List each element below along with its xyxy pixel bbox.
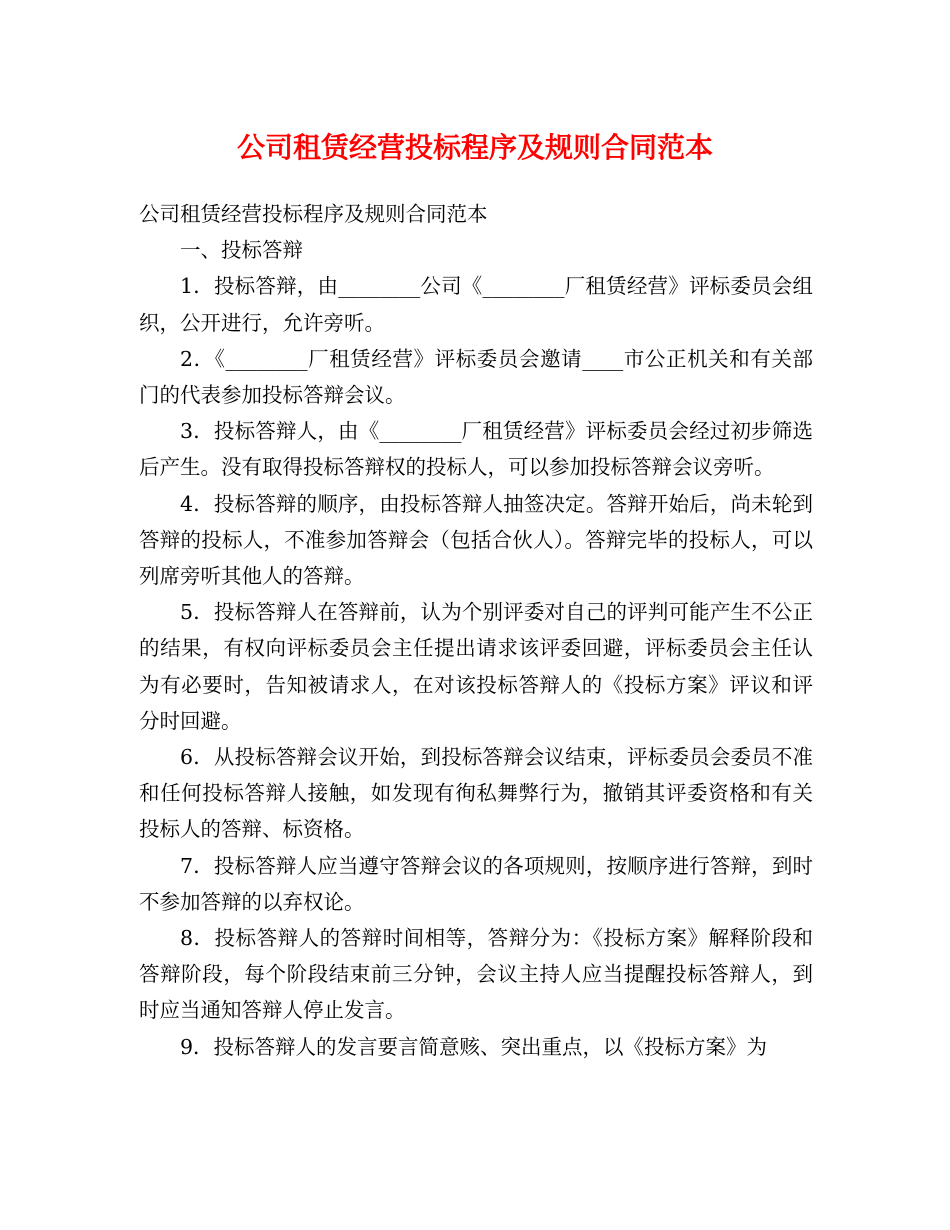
document-title: 公司租赁经营投标程序及规则合同范本 [236,131,713,164]
paragraph-3: 3．投标答辩人，由《________厂租赁经营》评标委员会经过初步筛选后产生。没有取得投标答辩权的投标人，可以参加投标答辩会议旁听。 [139,419,813,480]
paragraph-8: 8．投标答辩人的答辩时间相等，答辩分为：《投标方案》解释阶段和答辩阶段，每个阶段结束前三分钟，会议主持人应当提醒投标答辩人，到时应当通知答辩人停止发言。 [139,926,813,1023]
paragraph-1: 1．投标答辩，由________公司《________厂租赁经营》评标委员会组织，公开进行，允许旁听。 [139,274,813,335]
paragraph-6: 6．从投标答辩会议开始，到投标答辩会议结束，评标委员会委员不准和任何投标答辩人接触，如发现有徇私舞弊行为，撤销其评委资格和有关投标人的答辩、标资格。 [139,745,813,842]
paragraph-9: 9．投标答辩人的发言要言简意赅、突出重点，以《投标方案》为 [180,1034,768,1059]
section-heading: 一、投标答辩 [180,238,303,263]
paragraph-7: 7．投标答辩人应当遵守答辩会议的各项规则，按顺序进行答辩，到时不参加答辩的以弃权论。 [139,853,813,914]
paragraph-5: 5．投标答辩人在答辩前，认为个别评委对自己的评判可能产生不公正的结果，有权向评标委员会主任提出请求该评委回避，评标委员会主任认为有必要时，告知被请求人，在对该投标答辩人的《投标方案》评议和评分时回避。 [139,600,813,733]
document-subtitle: 公司租赁经营投标程序及规则合同范本 [139,202,488,226]
paragraph-4: 4．投标答辩的顺序，由投标答辩人抽签决定。答辩开始后，尚未轮到答辩的投标人，不准参加答辩会（包括合伙人）。答辩完毕的投标人，可以列席旁听其他人的答辩。 [139,491,813,589]
paragraph-2: 2．《________厂租赁经营》评标委员会邀请____市公正机关和有关部门的代表参加投标答辩会议。 [139,346,813,408]
document-body [139,196,813,1065]
